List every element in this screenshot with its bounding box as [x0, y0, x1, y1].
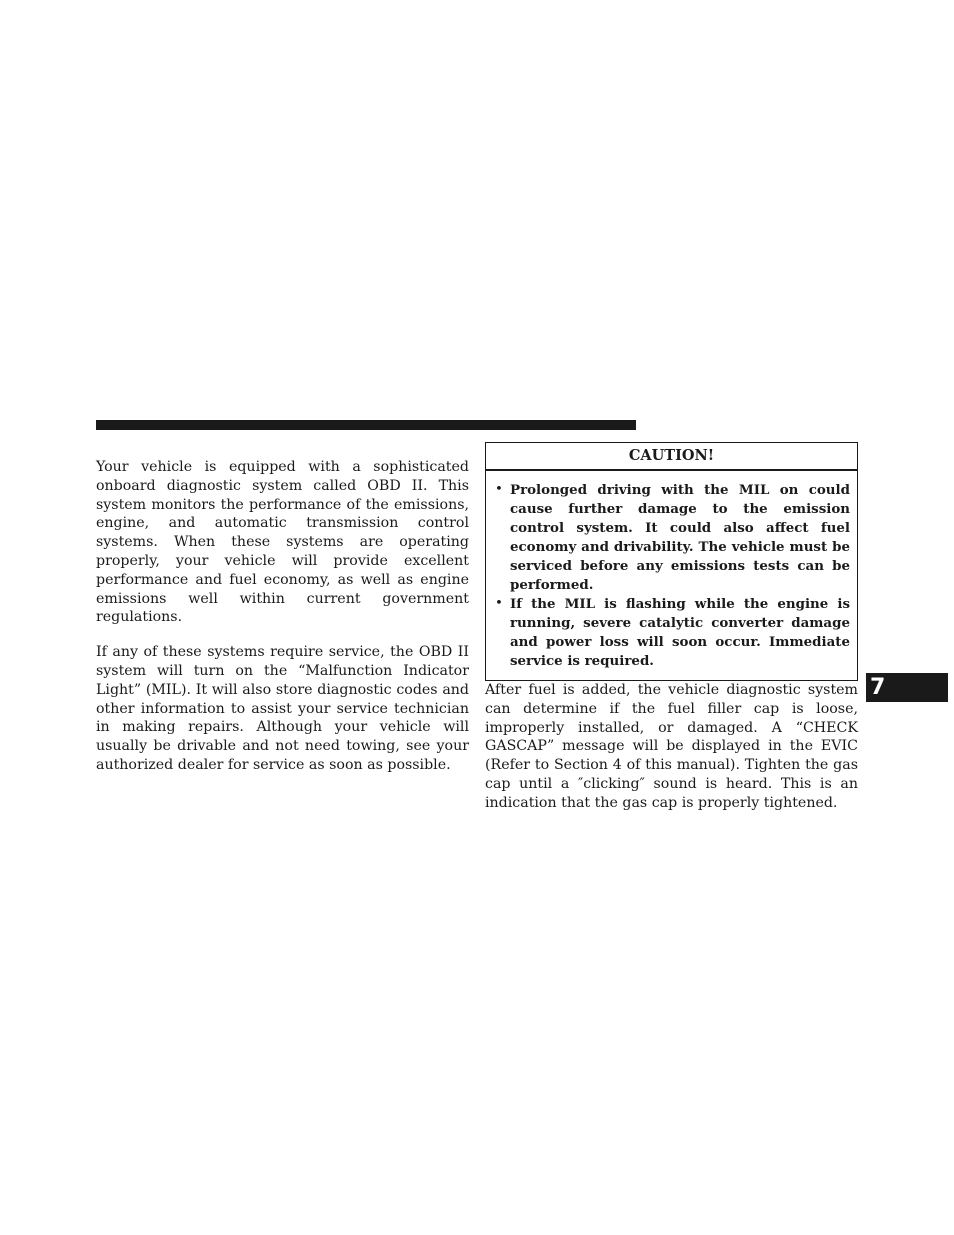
gascap-paragraph: After fuel is added, the vehicle diagnostic system can determine if the fuel filler cap is loose, improperly installed, or damaged. A “CHECK GASCAP” message will be displayed in the EVIC (Refer to Section 4 of this manual). Tighten the gas cap until a ″clicking″ sound is heard. This is an indication that the gas cap is properly tightened.: [485, 682, 858, 811]
caution-item-text: Prolonged driving with the MIL on could cause further damage to the emission control system. It could also affect fuel economy and drivability. The vehicle must be serviced before any emissions tests can be performed.: [510, 482, 850, 593]
right-column: [485, 442, 858, 829]
chapter-tab: 7: [866, 673, 948, 702]
caution-item: [492, 481, 850, 594]
left-column: [96, 458, 469, 791]
bullet-icon: •: [495, 596, 503, 612]
caution-box: [485, 442, 858, 681]
section-header-rule: [96, 420, 636, 430]
obd-intro-paragraph: Your vehicle is equipped with a sophisticated onboard diagnostic system called OBD II. This system monitors the performance of the emissions, engine, and automatic transmission control systems. When these systems are operating properly, your vehicle will provide excellent performance and fuel economy, as well as engine emissions well within current government regulations.: [96, 459, 469, 626]
caution-list: [486, 481, 857, 671]
caution-item: [492, 595, 850, 671]
bullet-icon: •: [495, 482, 503, 497]
obd-service-paragraph: If any of these systems require service, the OBD II system will turn on the “Malfunction Indicator Light” (MIL). It will also store diagnostic codes and other information to assist your service technician in making repairs. Although your vehicle will usually be drivable and not need towing, see your authorized dealer for service as soon as possible.: [96, 644, 469, 773]
caution-item-text: If the MIL is flashing while the engine is running, severe catalytic converter damage and power loss will soon occur. Immediate service is required.: [510, 596, 850, 670]
caution-title: CAUTION!: [486, 443, 857, 471]
